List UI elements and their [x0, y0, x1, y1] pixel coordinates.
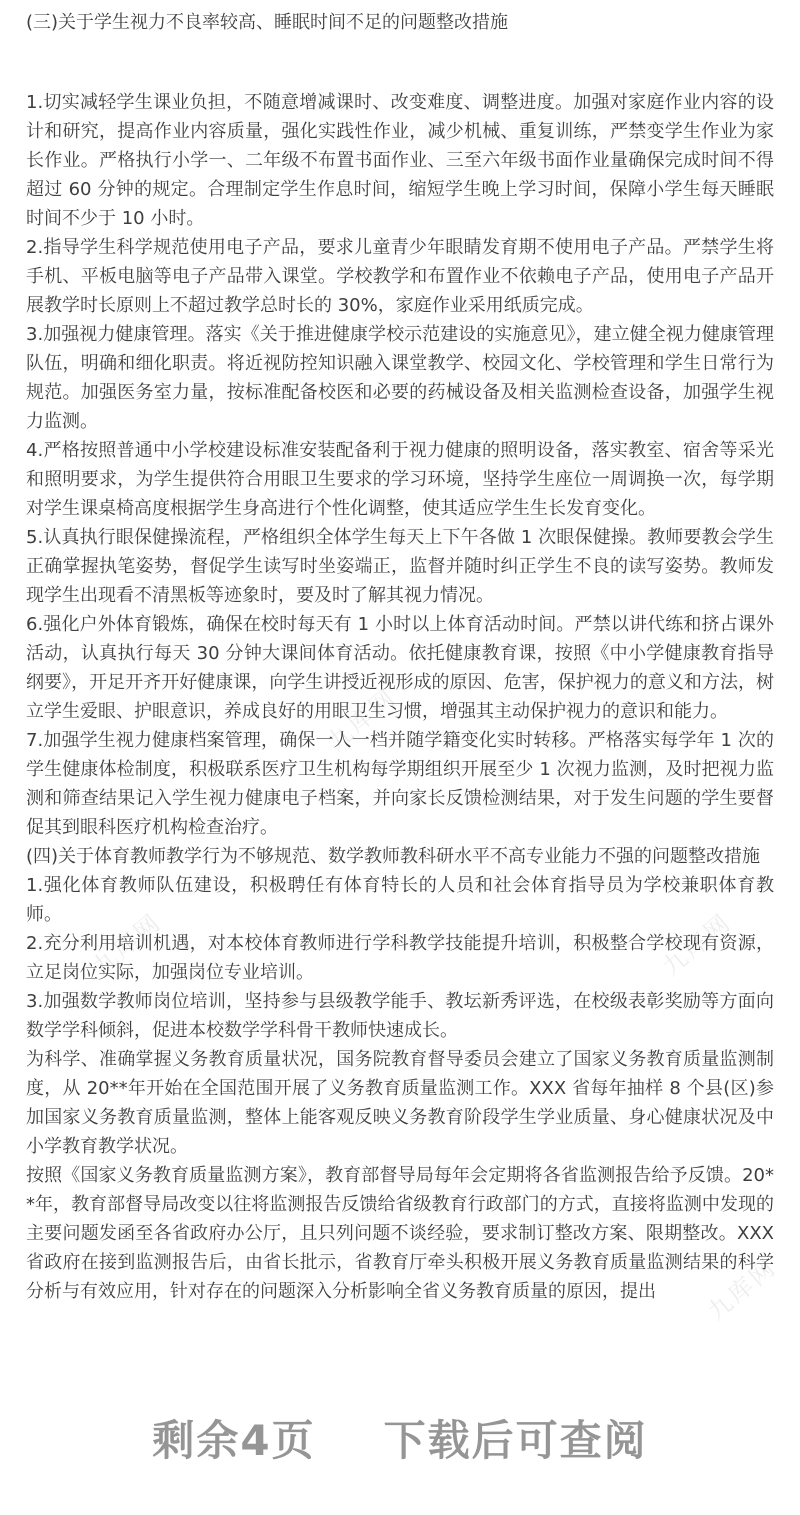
- paragraph: 3.加强视力健康管理。落实《关于推进健康学校示范建设的实施意见》，建立健全视力健康管理队伍，明确和细化职责。将近视防控知识融入课堂教学、校园文化、学校管理和学生日常行为规范。加强医务室力量，按标准配备校医和必要的药械设备及相关监测检查设备，加强学生视力监测。: [26, 324, 774, 432]
- document-title: (三)关于学生视力不良率较高、睡眠时间不足的问题整改措施: [26, 12, 509, 33]
- paragraph: 6.强化户外体育锻炼，确保在校时每天有 1 小时以上体育活动时间。严禁以讲代练和挤占课外活动，认真执行每天 30 分钟大课间体育活动。依托健康教育课，按照《中小学健康教育指导纲要》，开足开齐开好健康课，向学生讲授近视形成的原因、危害，保护视力的意义和方法，树立学生爱眼、护眼意识，养成良好的用眼卫生习惯，增强其主动保护视力的意识和能力。: [26, 614, 774, 722]
- watermark-text: 九库网: [702, 1252, 783, 1327]
- paragraph: 7.加强学生视力健康档案管理，确保一人一档并随学籍变化实时转移。严格落实每学年 1 次的学生健康体检制度，积极联系医疗卫生机构每学期组织开展至少 1 次视力监测，及时把视力监测和筛查结果记入学生视力健康电子档案，并向家长反馈检测结果，对于发生问题的学生要督促其到眼科医疗机构检查治疗。: [26, 730, 774, 838]
- watermark-text: 九库网: [322, 682, 403, 757]
- section-heading: (四)关于体育教师教学行为不够规范、数学教师教科研水平不高专业能力不强的问题整改措施: [26, 846, 761, 867]
- remaining-pages-text: 剩余4页: [152, 1416, 316, 1465]
- paragraph: 2.指导学生科学规范使用电子产品，要求儿童青少年眼睛发育期不使用电子产品。严禁学生将手机、平板电脑等电子产品带入课堂。学校教学和布置作业不依赖电子产品，使用电子产品开展教学时长原则上不超过教学总时长的 30%，家庭作业采用纸质完成。: [26, 237, 774, 316]
- paragraph: 按照《国家义务教育质量监测方案》，教育部督导局每年会定期将各省监测报告给予反馈。20**年，教育部督导局改变以往将监测报告反馈给省级教育行政部门的方式，直接将监测中发现的主要问题发函至各省政府办公厅，且只列问题不谈经验，要求制订整改方案、限期整改。XXX 省政府在接到监测报告后，由省长批示，省教育厅牵头积极开展义务教育质量监测结果的科学分析与有效应用，针对存在的问题深入分析影响全省义务教育质量的原因，提出: [26, 1165, 774, 1302]
- document-body: [26, 88, 774, 1306]
- paragraph: 5.认真执行眼保健操流程，严格组织全体学生每天上下午各做 1 次眼保健操。教师要教会学生正确掌握执笔姿势，督促学生读写时坐姿端正，监督并随时纠正学生不良的读写姿势。教师发现学生出现看不清黑板等迹象时，要及时了解其视力情况。: [26, 527, 774, 606]
- watermark-text: 九库网: [87, 907, 168, 982]
- paragraph: 为科学、准确掌握义务教育质量状况，国务院教育督导委员会建立了国家义务教育质量监测制度，从 20**年开始在全国范围开展了义务教育质量监测工作。XXX 省每年抽样 8 个县(区)参加国家义务教育质量监测，整体上能客观反映义务教育阶段学生学业质量、身心健康状况及中小学教育教学状况。: [26, 1049, 774, 1157]
- paragraph: 4.严格按照普通中小学校建设标准安装配备利于视力健康的照明设备，落实教室、宿舍等采光和照明要求，为学生提供符合用眼卫生要求的学习环境，坚持学生座位一周调换一次，每学期对学生课桌椅高度根据学生身高进行个性化调整，使其适应学生生长发育变化。: [26, 440, 774, 519]
- paragraph: 2.充分利用培训机遇，对本校体育教师进行学科教学技能提升培训，积极整合学校现有资源，立足岗位实际，加强岗位专业培训。: [26, 933, 774, 983]
- paragraph: 1.切实减轻学生课业负担，不随意增减课时、改变难度、调整进度。加强对家庭作业内容的设计和研究，提高作业内容质量，强化实践性作业，减少机械、重复训练，严禁变学生作业为家长作业。严格执行小学一、二年级不布置书面作业、三至六年级书面作业量确保完成时间不得超过 60 分钟的规定。合理制定学生作息时间，缩短学生晚上学习时间，保障小学生每天睡眠时间不少于 10 小时。: [26, 92, 774, 229]
- watermark-text: 九库网: [657, 907, 738, 982]
- paragraph: 3.加强数学教师岗位培训，坚持参与县级教学能手、教坛新秀评选，在校级表彰奖励等方面向数学学科倾斜，促进本校数学学科骨干教师快速成长。: [26, 991, 774, 1041]
- download-hint-text: 下载后可查阅: [383, 1416, 648, 1465]
- paragraph: 1.强化体育教师队伍建设，积极聘任有体育特长的人员和社会体育指导员为学校兼职体育教师。: [26, 875, 774, 925]
- remaining-pages-notice: [0, 1408, 800, 1468]
